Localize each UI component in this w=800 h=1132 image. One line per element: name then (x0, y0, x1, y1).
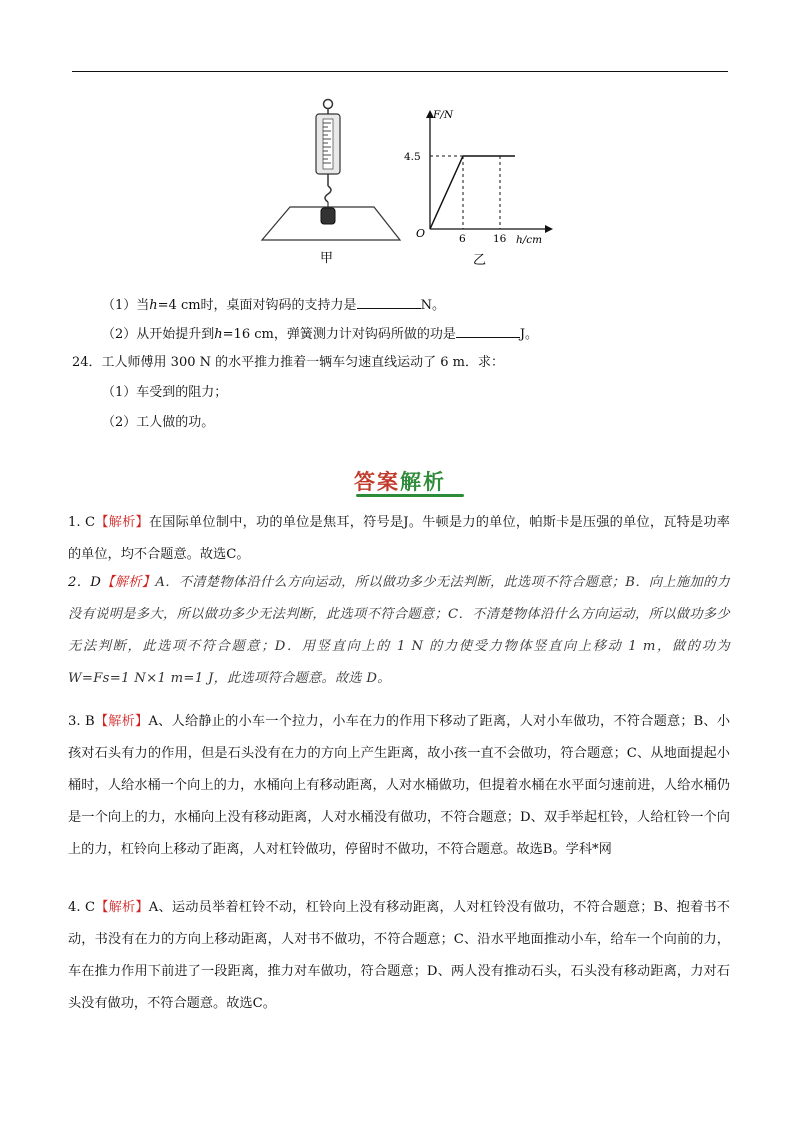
x-tick-6: 6 (459, 233, 466, 245)
answer-1: 1. C【解析】在国际单位制中，功的单位是焦耳，符号是J。牛顿是力的单位，帕斯卡是压强的单位，瓦特是功率的单位，均不合题意。故选C。 (68, 515, 730, 562)
question-24-1: （1）车受到的阻力； (102, 385, 228, 400)
origin-label: O (416, 227, 426, 240)
x-tick-16: 16 (493, 233, 507, 245)
question-23-1: （1）当h=4 cm时，桌面对钩码的支持力是 N。 (102, 298, 445, 313)
title-underline (356, 494, 464, 497)
answer-section-title: 答案解析 (354, 470, 446, 494)
answer-4: 4. C【解析】A、运动员举着杠铃不动，杠铃向上没有移动距离，人对杠铃没有做功，不符合题意；B、抱着书不动，书没有在力的方向上移动距离，人对书不做功，不符合题意；C、沿水平地面推动小车，给车一个向前的力，车在推力作用下前进了一段距离，推力对车做功，符合题意；D、两人没有推动石头，石头没有移动距离，力对石头没有做功，不符合题意。故选C。 (68, 900, 730, 1011)
question-24: 24．工人师傅用 300 N 的水平推力推着一辆车匀速直线运动了 6 m．求： (72, 355, 504, 370)
force-height-graph (426, 110, 553, 233)
y-axis-label: F/N (433, 109, 454, 121)
x-axis-label: h/cm (516, 234, 543, 246)
question-23-2: （2）从开始提升到h=16 cm，弹簧测力计对钩码所做的功是 J。 (102, 327, 539, 342)
physics-figure (250, 92, 560, 272)
label-jia: 甲 (320, 251, 334, 266)
spring-scale-diagram (262, 100, 400, 241)
answer-blank[interactable] (456, 325, 520, 338)
answer-3: 3. B【解析】A、人给静止的小车一个拉力，小车在力的作用下移动了距离，人对小车做功，不符合题意；B、小孩对石头有力的作用，但是石头没有在力的方向上产生距离，故小孩一直不会做功，符合题意；C、从地面提起小桶时，人给水桶一个向上的力，水桶向上有移动距离，人对水桶做功，但提着水桶在水平面匀速前进，人给水桶仍是一个向上的力，水桶向上没有移动距离，人对水桶没有做功，不符合题意；D、双手举起杠铃，人给杠铃一个向上的力，杠铃向上移动了距离，人对杠铃做功，停留时不做功，不符合题意。故选B。学科*网 (68, 714, 730, 857)
label-yi: 乙 (473, 253, 487, 268)
question-24-2: （2）工人做的功。 (102, 415, 215, 430)
header-rule (72, 71, 728, 72)
y-tick-label: 4.5 (404, 151, 421, 163)
answer-blank[interactable] (357, 296, 421, 309)
answer-2: 2．D【解析】A．不清楚物体沿什么方向运动，所以做功多少无法判断，此选项不符合题意；B．向上施加的力没有说明是多大，所以做功多少无法判断，此选项不符合题意；C．不清楚物体沿什么方向运动，所以做功多少无法判断，此选项不符合题意；D．用竖直向上的 1 N 的力使受力物体竖直向上移动 1 m，做的功为 W=Fs=1 N×1 m=1 J，此选项符合题意。故选 D。 (68, 575, 730, 686)
